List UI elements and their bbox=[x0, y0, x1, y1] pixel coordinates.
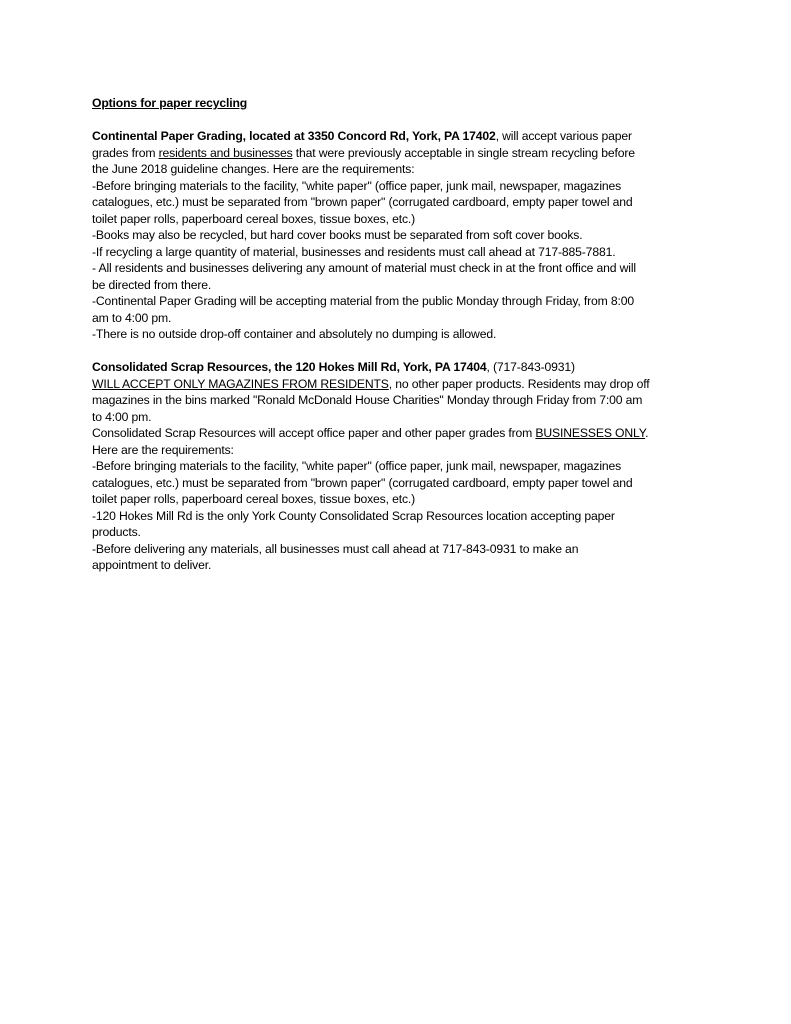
consolidated-magazines-line-3: to 4:00 pm. bbox=[92, 409, 152, 424]
continental-intro-text-2b: that were previously acceptable in single stream recycling before bbox=[292, 145, 635, 160]
continental-intro-line-2 bbox=[92, 145, 732, 162]
continental-intro-text-2a: grades from bbox=[92, 145, 159, 160]
consolidated-req1-line-3: toilet paper rolls, paperboard cereal boxes, tissue boxes, etc.) bbox=[92, 492, 416, 506]
continental-intro-line-3: the June 2018 guideline changes. Here are the requirements: bbox=[92, 162, 415, 176]
continental-intro-text: , will accept various paper bbox=[495, 129, 632, 143]
continental-req3: -If recycling a large quantity of material, businesses and residents must call ahead at 717-885-7881. bbox=[92, 244, 616, 259]
continental-req2: -Books may also be recycled, but hard cover books must be separated from soft cover books. bbox=[92, 228, 583, 242]
consolidated-req2-line-2: products. bbox=[92, 525, 141, 539]
consolidated-business-line-1 bbox=[92, 425, 732, 442]
consolidated-req1-line-1: -Before bringing materials to the facility, "white paper" (office paper, junk mail, newspaper, magazines bbox=[92, 459, 622, 473]
consolidated-name-address: Consolidated Scrap Resources, the 120 Hokes Mill Rd, York, PA 17404 bbox=[92, 360, 487, 374]
continental-req4-line-2: be directed from there. bbox=[92, 277, 212, 292]
continental-req1-line-2: catalogues, etc.) must be separated from "brown paper" (corrugated cardboard, empty paper towel and bbox=[92, 195, 633, 209]
continental-req1-line-3: toilet paper rolls, paperboard cereal boxes, tissue boxes, etc.) bbox=[92, 211, 416, 226]
consolidated-business-period: . bbox=[645, 426, 649, 440]
consolidated-phone: , (717-843-0931) bbox=[486, 360, 575, 374]
magazines-only-underlined: WILL ACCEPT ONLY MAGAZINES FROM RESIDENTS bbox=[92, 376, 389, 391]
continental-req6: -There is no outside drop-off container and absolutely no dumping is allowed. bbox=[92, 327, 497, 341]
consolidated-section bbox=[92, 359, 732, 574]
consolidated-magazines-text: , no other paper products. Residents may drop off bbox=[388, 376, 650, 391]
continental-intro-line-1 bbox=[92, 128, 732, 145]
continental-req5-line-1: -Continental Paper Grading will be accepting material from the public Monday through Friday, from 8:00 bbox=[92, 294, 634, 308]
consolidated-business-text: Consolidated Scrap Resources will accept office paper and other paper grades from bbox=[92, 426, 536, 440]
continental-name-address: Continental Paper Grading, located at 3350 Concord Rd, York, PA 17402 bbox=[92, 129, 496, 143]
continental-section bbox=[92, 128, 732, 343]
consolidated-req3-line-2: appointment to deliver. bbox=[92, 558, 212, 572]
consolidated-header-line bbox=[92, 359, 732, 376]
consolidated-req3-line-1: -Before delivering any materials, all businesses must call ahead at 717-843-0931 to make an bbox=[92, 541, 579, 556]
businesses-only-underlined: BUSINESSES ONLY bbox=[535, 426, 646, 440]
consolidated-req1-line-2: catalogues, etc.) must be separated from "brown paper" (corrugated cardboard, empty paper towel and bbox=[92, 475, 633, 490]
continental-req1-line-1: -Before bringing materials to the facility, "white paper" (office paper, junk mail, newspaper, magazines bbox=[92, 178, 622, 193]
consolidated-business-line-2: Here are the requirements: bbox=[92, 442, 234, 457]
consolidated-req2-line-1: -120 Hokes Mill Rd is the only York County Consolidated Scrap Resources location accepting paper bbox=[92, 508, 615, 523]
residents-businesses-underlined: residents and businesses bbox=[158, 145, 293, 160]
continental-req4-line-1: - All residents and businesses delivering any amount of material must check in at the front office and will bbox=[92, 261, 636, 275]
document-body bbox=[92, 95, 732, 590]
continental-req5-line-2: am to 4:00 pm. bbox=[92, 310, 172, 325]
consolidated-magazines-line-2: magazines in the bins marked "Ronald McDonald House Charities" Monday through Friday from 7:00 am bbox=[92, 393, 643, 407]
page-title: Options for paper recycling bbox=[92, 96, 248, 110]
consolidated-magazines-line-1 bbox=[92, 376, 732, 393]
